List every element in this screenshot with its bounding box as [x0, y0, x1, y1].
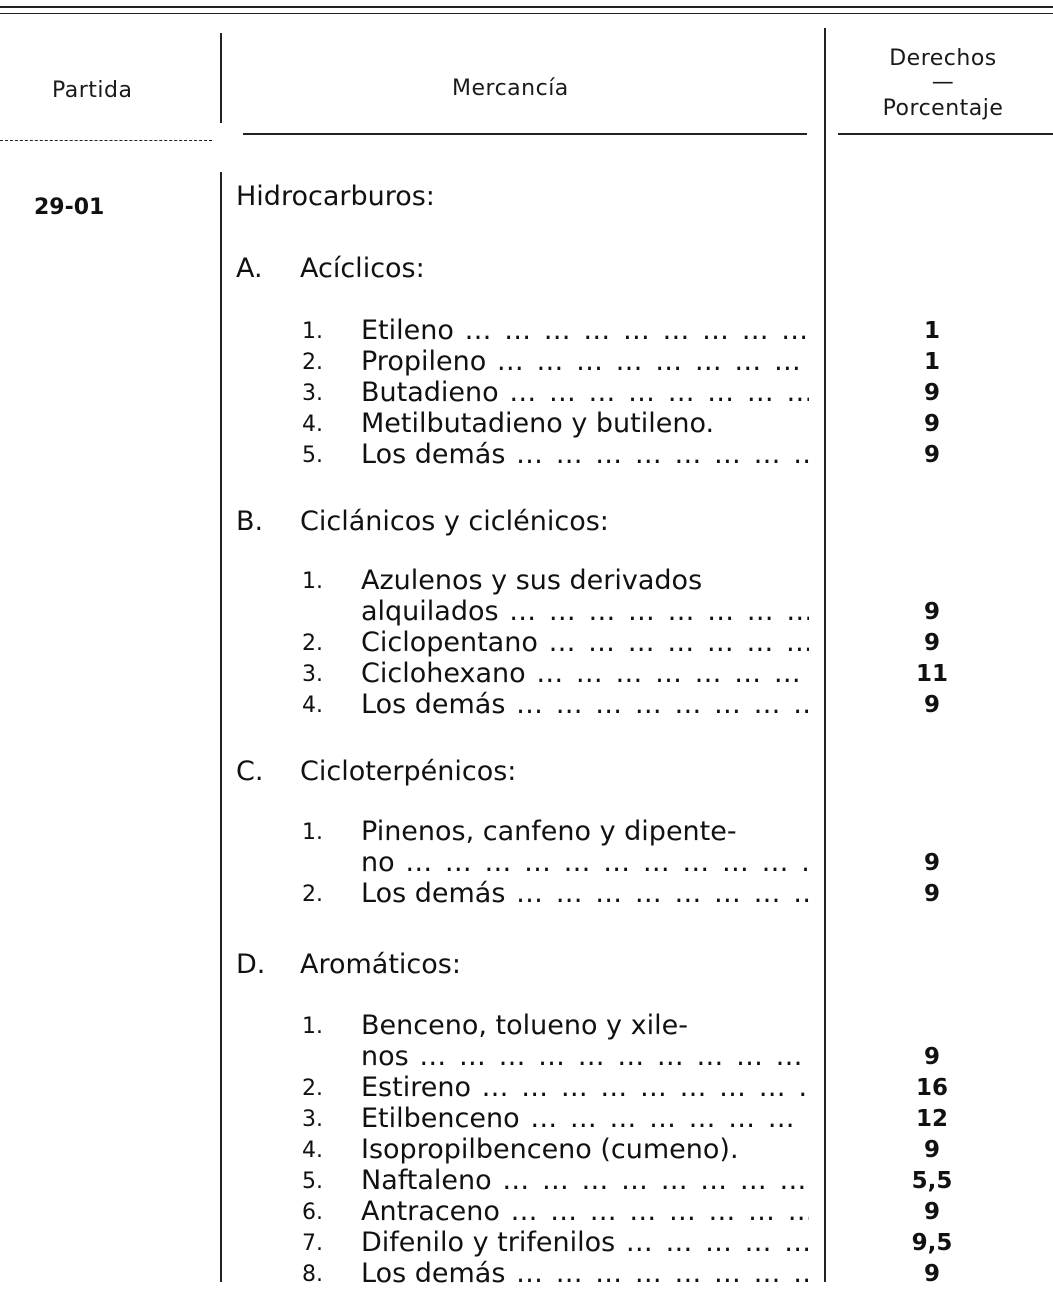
item-number: 4.	[302, 693, 323, 718]
item-text: Los demás … … … … … … … … … … … … … … … … … … … …	[361, 439, 809, 470]
item-row	[0, 1227, 1053, 1259]
item-row	[0, 1072, 1053, 1104]
item-text: Pinenos, canfeno y dipente-	[361, 816, 737, 847]
item-row	[0, 1134, 1053, 1166]
item-number: 2.	[302, 882, 323, 907]
duty-value: 9	[923, 1261, 940, 1287]
item-number: 1.	[302, 569, 323, 594]
item-text: Etileno … … … … … … … … … … … … … … … … … … … …	[361, 315, 809, 346]
header-rule-derechos	[838, 133, 1053, 135]
duty-value: 9	[923, 411, 940, 437]
duty-value: 1	[923, 349, 940, 375]
item-text: Butadieno … … … … … … … … … … … … … … … … … … … …	[361, 377, 809, 408]
item-text: Ciclohexano … … … … … … … … … … … … … … … … … … … …	[361, 658, 809, 689]
item-text: Etilbenceno … … … … … … … … … … … … … … … … … … … …	[361, 1103, 809, 1134]
item-text: Naftaleno … … … … … … … … … … … … … … … … … … … …	[361, 1165, 809, 1196]
item-number: 3.	[302, 1107, 323, 1132]
item-text: alquilados … … … … … … … … … … … … … … … … … … … …	[361, 596, 809, 627]
item-row	[0, 565, 1053, 597]
duty-value: 9	[923, 692, 940, 718]
section-letter: C.	[236, 756, 264, 787]
duty-value: 9	[923, 881, 940, 907]
item-row	[0, 878, 1053, 910]
item-row	[0, 1103, 1053, 1135]
item-number: 4.	[302, 1138, 323, 1163]
top-rule-secondary	[0, 13, 1053, 14]
duty-value: 1	[923, 318, 940, 344]
item-number: 5.	[302, 443, 323, 468]
duty-value: 9	[923, 1199, 940, 1225]
item-number: 6.	[302, 1200, 323, 1225]
item-text: Metilbutadieno y butileno.	[361, 408, 715, 439]
duty-value: 9	[923, 1044, 940, 1070]
section-letter: A.	[236, 253, 263, 284]
header-partida: Partida	[52, 78, 133, 103]
duty-value: 5,5	[911, 1168, 953, 1194]
top-rule	[0, 6, 1053, 8]
item-row	[0, 315, 1053, 347]
item-row	[0, 1010, 1053, 1042]
item-number: 2.	[302, 1076, 323, 1101]
section-title: Acíclicos:	[300, 253, 425, 284]
header-dash: —	[931, 70, 955, 95]
duty-value: 9	[923, 1137, 940, 1163]
item-text: Benceno, tolueno y xile-	[361, 1010, 688, 1041]
section-title: Ciclánicos y ciclénicos:	[300, 506, 609, 537]
item-row	[0, 439, 1053, 471]
item-row	[0, 658, 1053, 690]
item-text: Los demás … … … … … … … … … … … … … … … … … … … …	[361, 878, 809, 909]
duty-value: 9	[923, 380, 940, 406]
item-text: Azulenos y sus derivados	[361, 565, 703, 596]
duty-value: 11	[915, 661, 948, 687]
header-mercancia: Mercancía	[452, 76, 569, 101]
item-number: 1.	[302, 319, 323, 344]
item-text: nos … … … … … … … … … … … … … … … … … … … …	[361, 1041, 809, 1072]
item-text: Isopropilbenceno (cumeno).	[361, 1134, 739, 1165]
item-text: Estireno … … … … … … … … … … … … … … … … … … … …	[361, 1072, 809, 1103]
item-row	[0, 377, 1053, 409]
duty-value: 12	[915, 1106, 948, 1132]
item-number: 4.	[302, 412, 323, 437]
header-porcentaje: Porcentaje	[882, 96, 1004, 121]
item-number: 2.	[302, 350, 323, 375]
item-row	[0, 627, 1053, 659]
item-text: Difenilo y trifenilos … … … … … … … … … … … … … … … … … … … …	[361, 1227, 809, 1258]
item-number: 8.	[302, 1262, 323, 1287]
item-row	[0, 346, 1053, 378]
item-row	[0, 596, 1053, 628]
item-row	[0, 689, 1053, 721]
header-rule-mercancia	[243, 133, 807, 135]
header-rule-partida	[0, 140, 212, 141]
item-text: Propileno … … … … … … … … … … … … … … … … … … … …	[361, 346, 809, 377]
section-title: Aromáticos:	[300, 949, 461, 980]
item-text: Ciclopentano … … … … … … … … … … … … … … … … … … … …	[361, 627, 809, 658]
duty-value: 9,5	[911, 1230, 953, 1256]
heading-title: Hidrocarburos:	[236, 181, 435, 212]
item-text: Los demás … … … … … … … … … … … … … … … … … … … …	[361, 689, 809, 720]
item-number: 2.	[302, 631, 323, 656]
item-number: 1.	[302, 820, 323, 845]
item-text: Los demás … … … … … … … … … … … … … … … … … … … …	[361, 1258, 809, 1289]
item-row	[0, 1165, 1053, 1197]
duty-value: 9	[923, 442, 940, 468]
partida-code: 29-01	[34, 195, 105, 220]
item-text: no … … … … … … … … … … … … … … … … … … … …	[361, 847, 809, 878]
section-letter: D.	[236, 949, 266, 980]
item-number: 7.	[302, 1231, 323, 1256]
duty-value: 9	[923, 599, 940, 625]
duty-value: 9	[923, 850, 940, 876]
item-row	[0, 1258, 1053, 1290]
item-row	[0, 1041, 1053, 1073]
column-divider-left-header	[220, 33, 222, 123]
item-row	[0, 816, 1053, 848]
item-number: 3.	[302, 381, 323, 406]
section-title: Cicloterpénicos:	[300, 756, 517, 787]
item-row	[0, 408, 1053, 440]
item-number: 3.	[302, 662, 323, 687]
duty-value: 9	[923, 630, 940, 656]
item-row	[0, 847, 1053, 879]
item-text: Antraceno … … … … … … … … … … … … … … … … … … … …	[361, 1196, 809, 1227]
item-number: 5.	[302, 1169, 323, 1194]
section-letter: B.	[236, 506, 264, 537]
header-derechos: Derechos	[889, 46, 997, 71]
duty-value: 16	[915, 1075, 948, 1101]
item-number: 1.	[302, 1014, 323, 1039]
item-row	[0, 1196, 1053, 1228]
